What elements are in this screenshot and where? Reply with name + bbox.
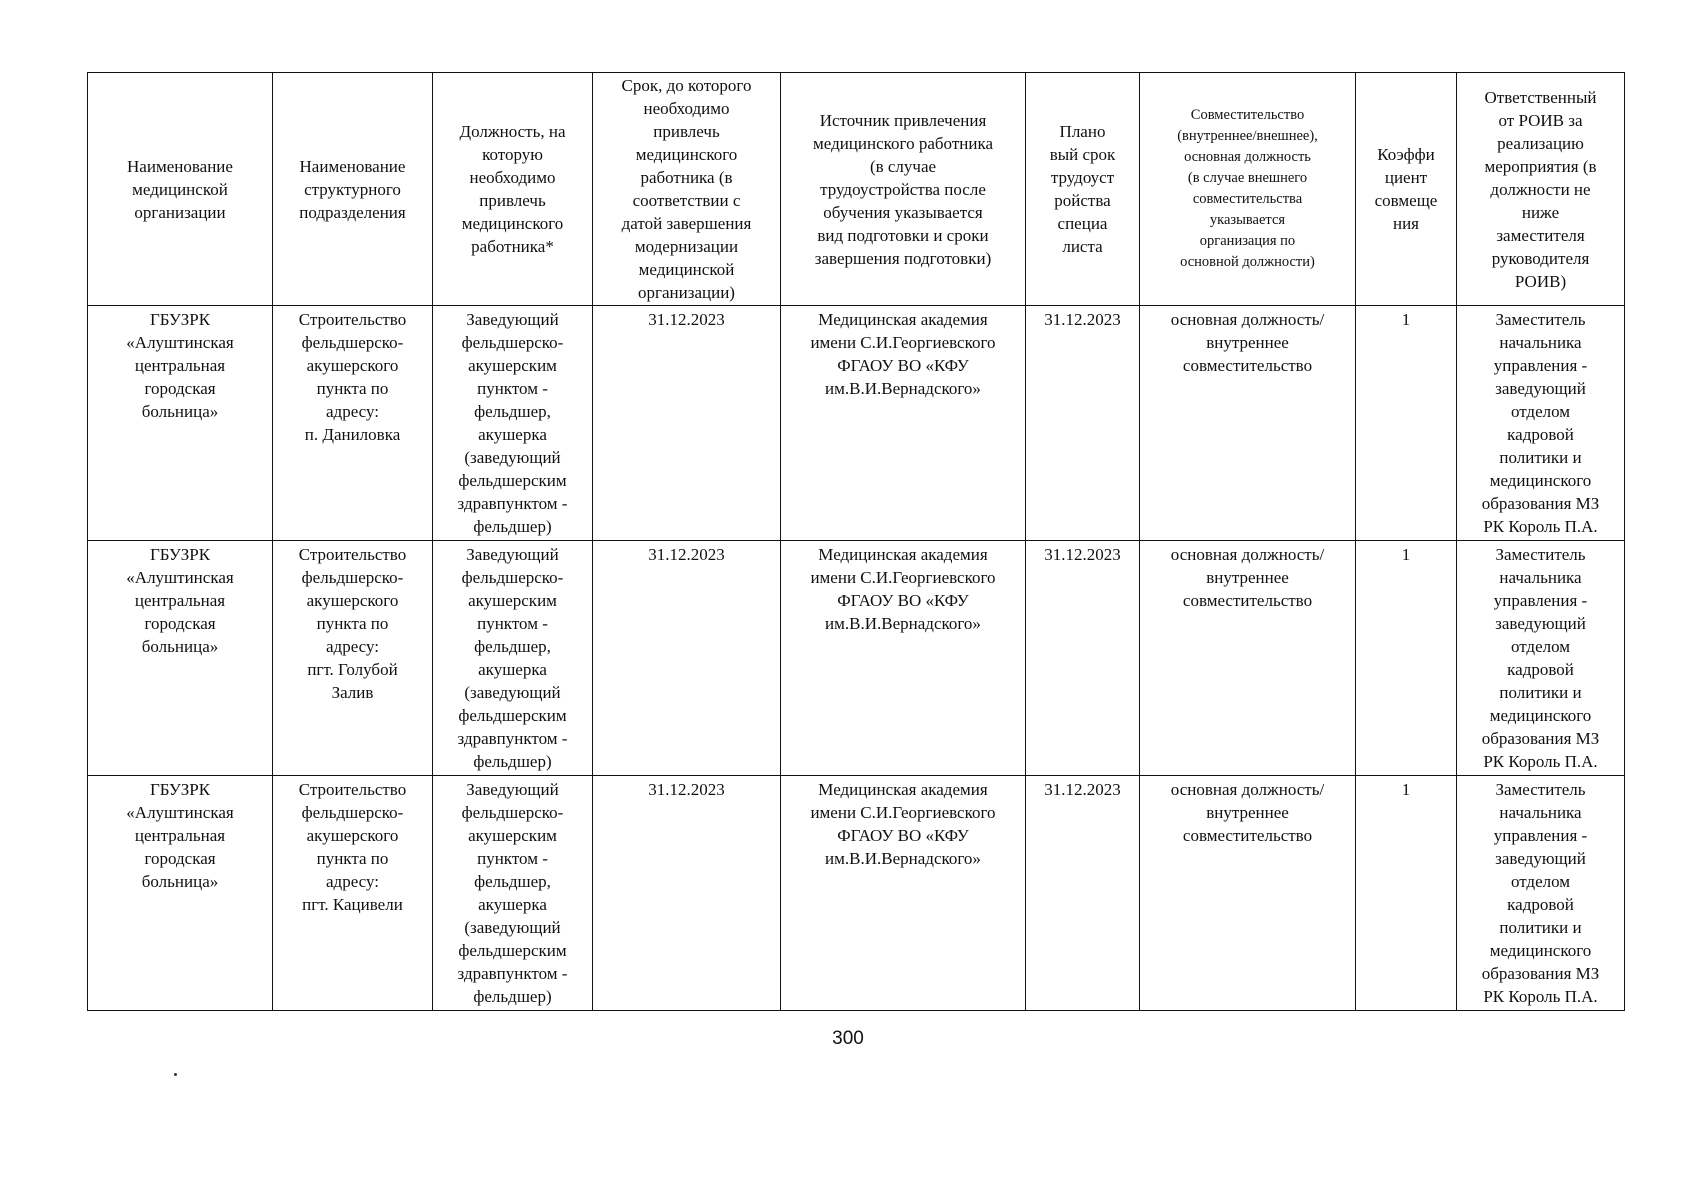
header-cell-source: Источник привлечения медицинского работника (в случае трудоустройства после обучения указывается вид подготовки и сроки завершения подготовки) [781,73,1026,306]
cell-position: Заведующий фельдшерско- акушерским пунктом - фельдшер, акушерка (заведующий фельдшерским здравпунктом - фельдшер) [433,541,593,776]
header-cell-combination: Совместительство (внутреннее/внешнее), основная должность (в случае внешнего совместительства указывается организация по основной должности) [1140,73,1356,306]
header-cell-coefficient: Коэффи циент совмеще ния [1356,73,1457,306]
cell-responsible: Заместитель начальника управления - заведующий отделом кадровой политики и медицинского образования МЗ РК Король П.А. [1457,776,1625,1011]
cell-planned-date: 31.12.2023 [1026,306,1140,541]
staffing-table [87,72,1625,1011]
cell-planned-date: 31.12.2023 [1026,541,1140,776]
header-cell-unit: Наименование структурного подразделения [273,73,433,306]
cell-unit: Строительство фельдшерско- акушерского пункта по адресу: пгт. Голубой Залив [273,541,433,776]
cell-position: Заведующий фельдшерско- акушерским пунктом - фельдшер, акушерка (заведующий фельдшерским здравпунктом - фельдшер) [433,306,593,541]
cell-responsible: Заместитель начальника управления - заведующий отделом кадровой политики и медицинского образования МЗ РК Король П.А. [1457,306,1625,541]
cell-organization: ГБУЗРК «Алуштинская центральная городская больница» [88,306,273,541]
scan-speck [174,1073,177,1076]
table-header-row [88,73,1625,306]
table-row [88,306,1625,541]
cell-unit: Строительство фельдшерско- акушерского пункта по адресу: пгт. Кацивели [273,776,433,1011]
cell-organization: ГБУЗРК «Алуштинская центральная городская больница» [88,776,273,1011]
cell-deadline: 31.12.2023 [593,306,781,541]
cell-organization: ГБУЗРК «Алуштинская центральная городская больница» [88,541,273,776]
header-cell-responsible: Ответственный от РОИВ за реализацию мероприятия (в должности не ниже заместителя руководителя РОИВ) [1457,73,1625,306]
cell-combination: основная должность/ внутреннее совместительство [1140,306,1356,541]
cell-deadline: 31.12.2023 [593,776,781,1011]
header-cell-position: Должность, на которую необходимо привлечь медицинского работника* [433,73,593,306]
page-number: 300 [832,1028,864,1049]
cell-coefficient: 1 [1356,776,1457,1011]
cell-coefficient: 1 [1356,306,1457,541]
cell-combination: основная должность/ внутреннее совместительство [1140,541,1356,776]
header-cell-deadline: Срок, до которого необходимо привлечь медицинского работника (в соответствии с датой завершения модернизации медицинской организации) [593,73,781,306]
cell-position: Заведующий фельдшерско- акушерским пунктом - фельдшер, акушерка (заведующий фельдшерским здравпунктом - фельдшер) [433,776,593,1011]
header-cell-organization: Наименование медицинской организации [88,73,273,306]
cell-source: Медицинская академия имени С.И.Георгиевского ФГАОУ ВО «КФУ им.В.И.Вернадского» [781,776,1026,1011]
cell-planned-date: 31.12.2023 [1026,776,1140,1011]
cell-deadline: 31.12.2023 [593,541,781,776]
cell-source: Медицинская академия имени С.И.Георгиевского ФГАОУ ВО «КФУ им.В.И.Вернадского» [781,541,1026,776]
header-cell-planned-date: Плано вый срок трудоуст ройства специа листа [1026,73,1140,306]
table-row [88,541,1625,776]
cell-responsible: Заместитель начальника управления - заведующий отделом кадровой политики и медицинского образования МЗ РК Король П.А. [1457,541,1625,776]
table-row [88,776,1625,1011]
cell-source: Медицинская академия имени С.И.Георгиевского ФГАОУ ВО «КФУ им.В.И.Вернадского» [781,306,1026,541]
cell-coefficient: 1 [1356,541,1457,776]
cell-combination: основная должность/ внутреннее совместительство [1140,776,1356,1011]
cell-unit: Строительство фельдшерско- акушерского пункта по адресу: п. Даниловка [273,306,433,541]
